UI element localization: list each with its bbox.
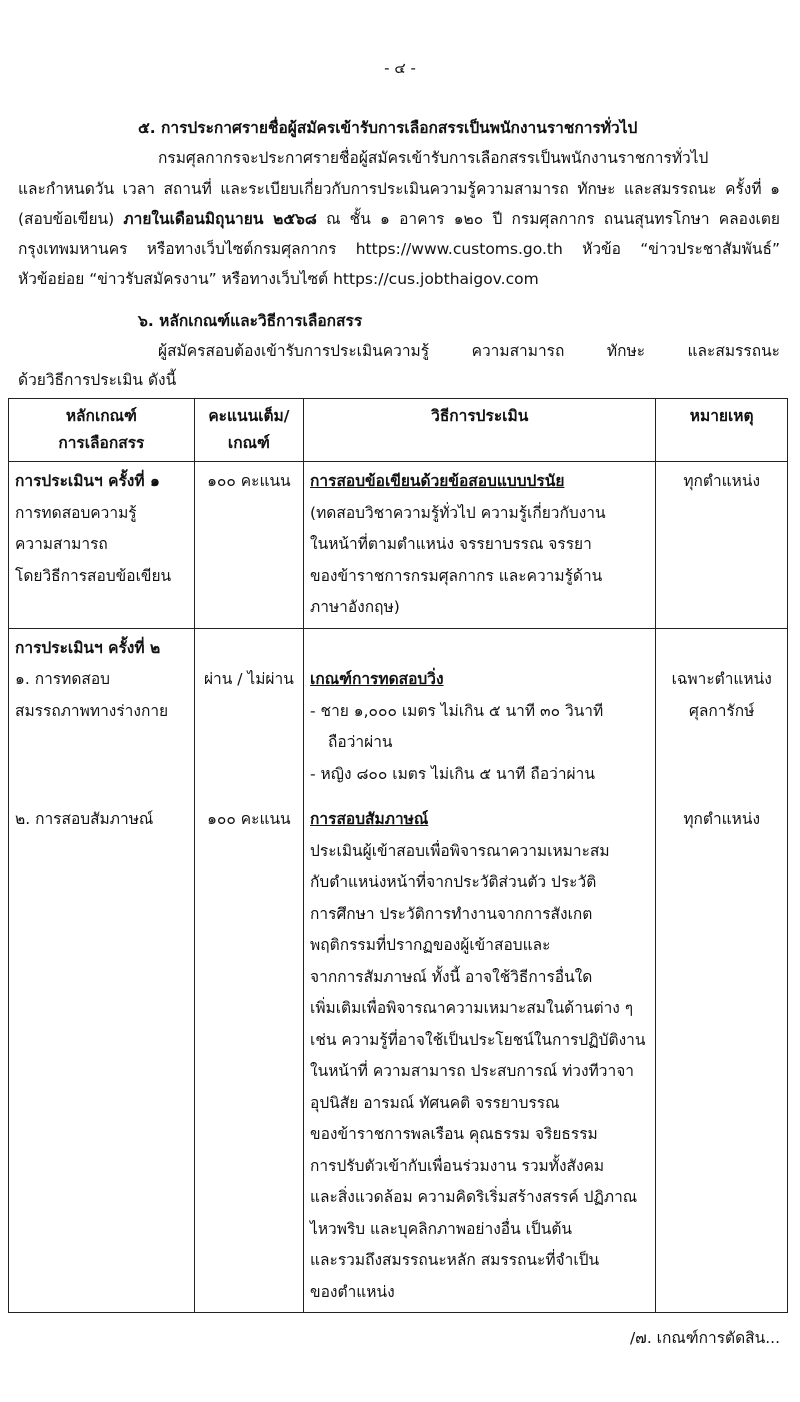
row2-criteria: [9, 628, 195, 1313]
section-5-line-2: และกำหนดวัน เวลา สถานที่ และระเบียบเกี่ยวกับการประเมินความรู้ความสามารถ ทักษะ และสมรรถนะ ครั้งที่ ๑: [18, 180, 780, 198]
row2-remark: [656, 628, 788, 1313]
row2-sub2-method-line: และสิ่งแวดล้อม ความคิดริเริ่มสร้างสรรค์ ปฏิภาณ: [310, 1188, 638, 1206]
section-5-line-5: หัวข้อย่อย “ข่าวรับสมัครงาน” หรือทางเว็บไซต์ https://cus.jobthaigov.com: [18, 270, 539, 288]
row2-sub2-method-line: การศึกษา ประวัติการทำงานจากการสังเกต: [310, 904, 593, 923]
header-method: [304, 399, 656, 462]
row2-sub1-item-female: - หญิง ๘๐๐ เมตร ไม่เกิน ๕ นาที ถือว่าผ่าน: [310, 764, 595, 783]
row1-desc-line: โดยวิธีการสอบข้อเขียน: [15, 566, 172, 585]
criteria-table: [8, 398, 788, 1313]
row2-sub2-method-line: จากการสัมภาษณ์ ทั้งนี้ อาจใช้วิธีการอื่นใด: [310, 967, 593, 986]
row2-sub2-remark: ทุกตำแหน่ง: [683, 810, 761, 828]
header-criteria-line-1: หลักเกณฑ์: [65, 407, 137, 425]
row2-sub1-item-male: - ชาย ๑,๐๐๐ เมตร ไม่เกิน ๕ นาที ๓๐ วินาที: [310, 701, 604, 720]
row1-method-line: ภาษาอังกฤษ): [310, 598, 400, 616]
row2-sub2-method-line: กับตำแหน่งหน้าที่จากประวัติส่วนตัว ประวัติ: [310, 873, 597, 891]
row2-sub2-method-line: การปรับตัวเข้ากับเพื่อนร่วมงาน รวมทั้งสังคม: [310, 1156, 605, 1175]
section-5-line-4: กรุงเทพมหานคร หรือทางเว็บไซต์กรมศุลกากร https://www.customs.go.th หัวข้อ “ข่าวประชาสัมพันธ์”: [18, 240, 780, 258]
row2-sub2-method-line: อุปนิสัย อารมณ์ ทัศนคติ จรรยาบรรณ: [310, 1093, 560, 1112]
footer-reference: /๗. เกณฑ์การตัดสิน...: [629, 1329, 780, 1347]
row1-method: [304, 462, 656, 629]
section-6-heading: ๖. หลักเกณฑ์และวิธีการเลือกสรร: [138, 312, 363, 330]
header-score: [194, 399, 303, 462]
row2-sub1-method-title: เกณฑ์การทดสอบวิ่ง: [310, 670, 444, 688]
section-5-line-1: กรมศุลกากรจะประกาศรายชื่อผู้สมัครเข้ารับการเลือกสรรเป็นพนักงานราชการทั่วไป: [158, 149, 709, 167]
header-criteria-line-2: การเลือกสรร: [58, 434, 145, 452]
row2-sub2-method-line: ในหน้าที่ ความสามารถ ประสบการณ์ ท่วงทีวาจา: [310, 1062, 634, 1080]
row2-sub1-remark-line: ศุลการักษ์: [689, 701, 755, 720]
row2-method: [304, 628, 656, 1313]
row1-method-line: ในหน้าที่ตามตำแหน่ง จรรยาบรรณ จรรยา: [310, 535, 592, 553]
row2-sub1-score: ผ่าน / ไม่ผ่าน: [203, 670, 294, 688]
table-row: [9, 462, 788, 629]
header-remark-label: หมายเหตุ: [689, 407, 754, 425]
row2-sub1-remark-line: เฉพาะตำแหน่ง: [671, 670, 772, 688]
row2-sub1-item-male-cont: ถือว่าผ่าน: [328, 733, 393, 751]
section-6-line-2: ด้วยวิธีการประเมิน ดังนี้: [18, 371, 177, 389]
header-remark: [656, 399, 788, 462]
row2-sub1-desc-line: สมรรถภาพทางร่างกาย: [15, 701, 169, 720]
section-5-line-3-b: ณ ชั้น ๑ อาคาร ๑๒๐ ปี กรมศุลกากร ถนนสุนทรโกษา คลองเตย: [316, 210, 780, 228]
table-header-row: [9, 399, 788, 462]
header-method-label: วิธีการประเมิน: [431, 407, 529, 425]
row2-sub2-desc: ๒. การสอบสัมภาษณ์: [15, 810, 154, 828]
row2-score: [194, 628, 303, 1313]
section-6-line-1: ผู้สมัครสอบต้องเข้ารับการประเมินความรู้ ความสามารถ ทักษะ และสมรรถนะ: [158, 342, 780, 360]
row2-sub2-method-line: พฤติกรรมที่ปรากฏของผู้เข้าสอบและ: [310, 936, 551, 954]
row2-sub2-method-line: ของข้าราชการพลเรือน คุณธรรม จริยธรรม: [310, 1125, 598, 1143]
row1-criteria: [9, 462, 195, 629]
header-score-line-1: คะแนนเต็ม/: [208, 407, 290, 425]
section-5-line-3-a: (สอบข้อเขียน): [18, 210, 124, 228]
row1-method-line: ของข้าราชการกรมศุลกากร และความรู้ด้าน: [310, 566, 603, 585]
section-5-heading: ๕. การประกาศรายชื่อผู้สมัครเข้ารับการเลือกสรรเป็นพนักงานราชการทั่วไป: [138, 119, 638, 137]
row2-sub2-method-line: เช่น ความรู้ที่อาจใช้เป็นประโยชน์ในการปฏิบัติงาน: [310, 1030, 646, 1049]
header-score-line-2: เกณฑ์: [227, 434, 270, 452]
row1-method-line: (ทดสอบวิชาความรู้ทั่วไป ความรู้เกี่ยวกับงาน: [310, 503, 606, 522]
row1-score: ๑๐๐ คะแนน: [194, 462, 303, 629]
row2-sub2-method-title: การสอบสัมภาษณ์: [310, 810, 429, 828]
row2-title: การประเมินฯ ครั้งที่ ๒: [15, 638, 161, 657]
table-row: [9, 628, 788, 1313]
row2-sub2-method-line: ของตำแหน่ง: [310, 1282, 395, 1301]
row1-desc-line: ความสามารถ: [15, 535, 108, 553]
row2-sub2-method-line: ประเมินผู้เข้าสอบเพื่อพิจารณาความเหมาะสม: [310, 841, 610, 860]
page-number: - ๔ -: [384, 59, 416, 77]
header-criteria: [9, 399, 195, 462]
row2-sub1-desc-line: ๑. การทดสอบ: [15, 670, 110, 688]
row2-sub2-method-line: และรวมถึงสมรรถนะหลัก สมรรถนะที่จำเป็น: [310, 1251, 600, 1269]
row1-method-title: การสอบข้อเขียนด้วยข้อสอบแบบปรนัย: [310, 472, 565, 490]
row1-desc-line: การทดสอบความรู้: [15, 503, 137, 522]
row2-sub2-score: ๑๐๐ คะแนน: [207, 810, 291, 828]
row1-title: การประเมินฯ ครั้งที่ ๑: [15, 472, 160, 490]
row2-sub2-method-line: เพิ่มเติมเพื่อพิจารณาความเหมาะสมในด้านต่าง ๆ: [310, 999, 634, 1017]
row1-remark: ทุกตำแหน่ง: [656, 462, 788, 629]
section-5-line-3: [18, 205, 780, 233]
section-5-deadline: ภายในเดือนมิถุนายน ๒๕๖๘: [123, 210, 317, 228]
row2-sub2-method-line: ไหวพริบ และบุคลิกภาพอย่างอื่น เป็นต้น: [310, 1219, 572, 1238]
